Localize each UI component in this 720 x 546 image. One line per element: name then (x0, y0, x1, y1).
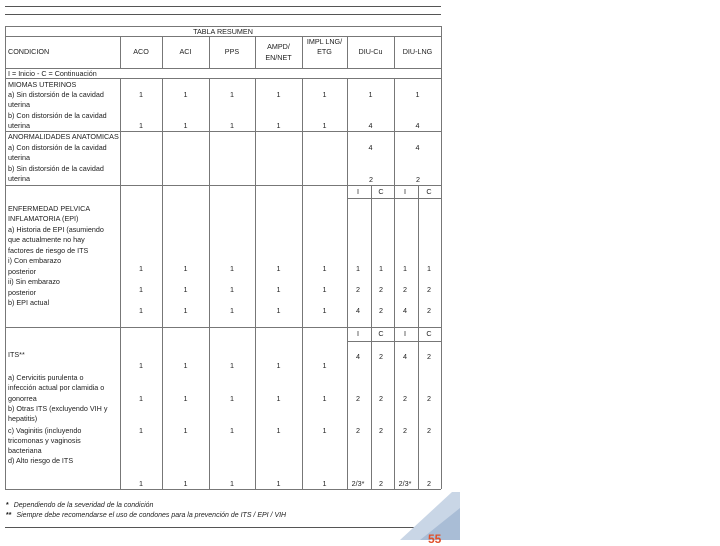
category-value: 2 (427, 352, 431, 361)
category-value: 2 (379, 394, 383, 403)
category-value: 1 (322, 285, 327, 294)
category-value: 1 (183, 264, 188, 273)
condition-label: a) Con distorsión de la cavidad (8, 143, 107, 152)
sub-header-c: C (426, 187, 432, 196)
category-value: 1 (276, 285, 281, 294)
category-value: 1 (139, 264, 143, 273)
legend-ic: I = Inicio - C = Continuación (8, 69, 97, 78)
category-value: 1 (139, 285, 143, 294)
category-value: 1 (230, 394, 234, 403)
category-value: 1 (230, 426, 234, 435)
category-value: 1 (322, 394, 327, 403)
category-value: 2 (356, 285, 360, 294)
top-rule (5, 14, 441, 15)
condition-label: ENFERMEDAD PELVICA (8, 204, 91, 213)
table-title: TABLA RESUMEN (193, 27, 253, 36)
category-value: 1 (183, 361, 188, 370)
category-value: 1 (183, 285, 188, 294)
category-value: 1 (139, 306, 143, 315)
category-value: 2 (427, 306, 431, 315)
category-value: 1 (183, 426, 188, 435)
category-value: 1 (276, 426, 281, 435)
category-value: 2 (379, 285, 383, 294)
category-value: 1 (322, 121, 327, 130)
condition-label: factores de riesgo de ITS (8, 246, 89, 255)
category-value: 4 (356, 352, 360, 361)
sub-header-i: I (357, 187, 359, 196)
category-value: 1 (322, 306, 327, 315)
top-rule (5, 6, 441, 7)
category-value: 1 (230, 361, 234, 370)
category-value: 2 (369, 175, 373, 184)
sub-header-c: C (426, 329, 432, 338)
category-value: 2 (403, 426, 407, 435)
condition-label: ANORMALIDADES ANATOMICAS (8, 132, 119, 141)
condition-label: tricomonas y vaginosis (8, 436, 81, 445)
category-value: 1 (322, 264, 327, 273)
category-value: 1 (276, 394, 281, 403)
category-value: 1 (183, 306, 188, 315)
category-value: 1 (276, 479, 281, 488)
header-impl: ETG (317, 47, 332, 56)
category-value: 4 (415, 121, 420, 130)
category-value: 2 (356, 394, 360, 403)
category-value: 1 (276, 90, 281, 99)
category-value: 1 (183, 121, 188, 130)
sub-header-c: C (378, 187, 384, 196)
header-aco: ACO (133, 47, 149, 56)
category-value: 2 (427, 479, 431, 488)
category-value: 1 (183, 90, 188, 99)
category-value: 1 (427, 264, 431, 273)
category-value: 4 (356, 306, 360, 315)
category-value: 1 (230, 121, 234, 130)
category-value: 2 (427, 426, 431, 435)
category-value: 1 (139, 90, 143, 99)
category-value: 1 (230, 285, 234, 294)
sub-header-i: I (357, 329, 359, 338)
condition-label: INFLAMATORIA (EPI) (8, 214, 79, 223)
category-value: 1 (276, 361, 281, 370)
condition-label: bacteriana (8, 446, 42, 455)
condition-label: b) Con distorsión de la cavidad (8, 111, 107, 120)
condition-label: MIOMAS UTERINOS (8, 80, 77, 89)
category-value: 1 (139, 121, 143, 130)
category-value: 1 (139, 361, 143, 370)
condition-label: i) Con embarazo (8, 256, 62, 265)
condition-label: ii) Sin embarazo (8, 277, 60, 286)
category-value: 1 (276, 121, 281, 130)
category-value: 1 (403, 264, 407, 273)
category-value: 1 (415, 90, 420, 99)
table-rule (5, 327, 441, 328)
sub-header-c: C (378, 329, 384, 338)
condition-label: a) Sin distorsión de la cavidad (8, 90, 104, 99)
condition-label: hepatitis) (8, 414, 38, 423)
category-value: 4 (368, 121, 373, 130)
category-value: 1 (322, 479, 327, 488)
condition-label: c) Vaginitis (incluyendo (8, 426, 82, 435)
category-value: 1 (379, 264, 383, 273)
category-value: 2 (403, 394, 407, 403)
condition-label: b) Otras ITS (excluyendo VIH y (8, 404, 108, 413)
condition-label: gonorrea (8, 394, 37, 403)
header-condicion: CONDICION (8, 47, 50, 56)
category-value: 1 (183, 479, 188, 488)
header-impl: IMPL LNG/ (306, 37, 343, 46)
sub-header-i: I (404, 329, 406, 338)
category-value: 1 (230, 479, 234, 488)
category-value: 2/3* (351, 479, 365, 488)
category-value: 1 (322, 426, 327, 435)
category-value: 2 (379, 352, 383, 361)
category-value: 4 (403, 352, 407, 361)
category-value: 2 (427, 285, 431, 294)
condition-label: uterina (8, 121, 30, 130)
header-diu-lng: DIU-LNG (402, 47, 433, 56)
header-ampd: AMPD/ (267, 42, 290, 51)
page-number: 55 (428, 532, 442, 546)
category-value: 1 (139, 394, 143, 403)
category-value: 1 (230, 264, 234, 273)
category-value: 2 (403, 285, 407, 294)
category-value: 1 (139, 426, 143, 435)
header-aci: ACI (179, 47, 192, 56)
category-value: 1 (183, 394, 188, 403)
condition-label: que actualmente no hay (8, 235, 85, 244)
category-value: 4 (403, 306, 407, 315)
sub-header-i: I (404, 187, 406, 196)
condition-label: uterina (8, 153, 30, 162)
condition-label: uterina (8, 174, 30, 183)
category-value: 4 (368, 143, 373, 152)
category-value: 2 (379, 426, 383, 435)
category-value: 1 (322, 361, 327, 370)
category-value: 2 (427, 394, 431, 403)
category-value: 1 (322, 90, 327, 99)
condition-label: d) Alto riesgo de ITS (8, 456, 74, 465)
condition-label: ITS** (8, 350, 25, 359)
header-diu-cu: DIU-Cu (358, 47, 383, 56)
category-value: 1 (230, 90, 234, 99)
category-value: 2 (379, 306, 383, 315)
condition-label: b) Sin distorsión de la cavidad (8, 164, 104, 173)
category-value: 2/3* (398, 479, 412, 488)
category-value: 1 (368, 90, 373, 99)
condition-label: infección actual por clamidia o (8, 383, 105, 392)
category-value: 2 (416, 175, 420, 184)
category-value: 2 (356, 426, 360, 435)
category-value: 1 (139, 479, 143, 488)
header-ampd: EN/NET (265, 53, 292, 62)
footnote-2: ** Siempre debe recomendarse el uso de condones para la prevención de ITS / EPI / VIH (6, 512, 287, 519)
condition-label: b) EPI actual (8, 298, 50, 307)
header-pps: PPS (224, 47, 240, 56)
category-value: 1 (356, 264, 360, 273)
bottom-rule (5, 527, 441, 528)
category-value: 2 (379, 479, 383, 488)
table-left-border (5, 26, 6, 489)
category-value: 1 (230, 306, 234, 315)
condition-label: a) Cervicitis purulenta o (8, 373, 84, 382)
category-value: 1 (276, 264, 281, 273)
condition-label: posterior (8, 267, 36, 276)
condition-label: uterina (8, 100, 30, 109)
category-value: 4 (415, 143, 420, 152)
category-value: 1 (276, 306, 281, 315)
condition-label: posterior (8, 288, 36, 297)
footnote-1: * Dependiendo de la severidad de la condición (6, 502, 154, 509)
condition-label: a) Historia de EPI (asumiendo (8, 225, 104, 234)
